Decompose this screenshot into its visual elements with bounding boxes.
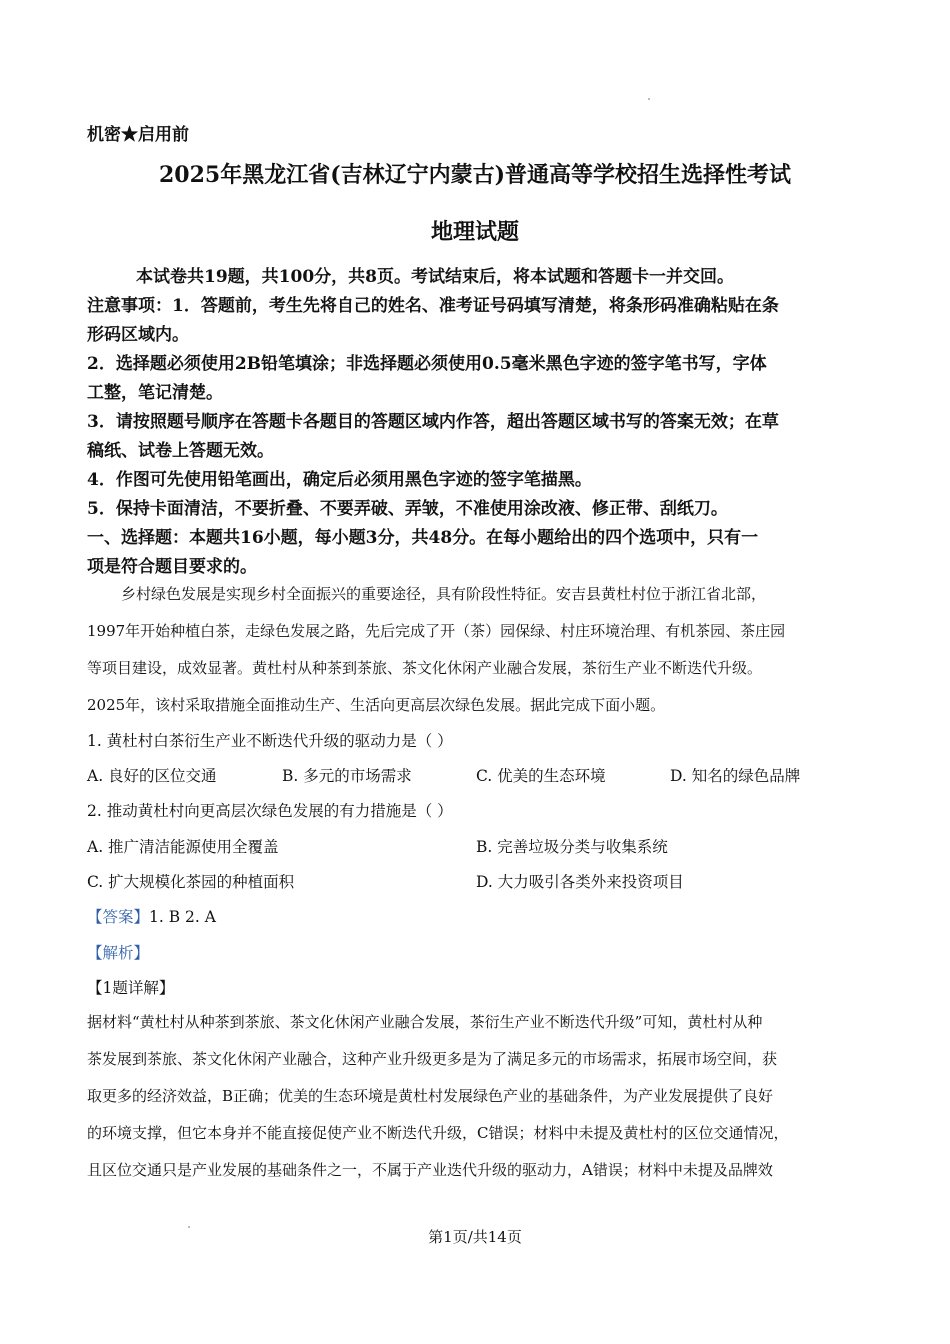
- option-c: C. 优美的生态环境: [476, 767, 606, 785]
- option-a: A. 良好的区位交通: [87, 767, 217, 785]
- section-heading: 一、选择题：本题共16小题，每小题3分，共48分。在每小题给出的四个选项中，只有一: [87, 528, 759, 548]
- analysis-line: 且区位交通只是产业发展的基础条件之一，不属于产业迭代升级的驱动力，A错误；材料中未提及品牌效: [87, 1161, 773, 1179]
- analysis-line: 的环境支撑，但它本身并不能直接促使产业不断迭代升级，C错误；材料中未提及黄杜村的区位交通情况，: [87, 1124, 789, 1142]
- answer-label: 【答案】: [87, 908, 150, 926]
- material-line: 等项目建设，成效显著。黄杜村从种茶到茶旅、茶文化休闲产业融合发展，茶衍生产业不断迭代升级。: [87, 659, 763, 677]
- analysis-label: 【解析】: [87, 944, 150, 962]
- question-stem: 1. 黄杜村白茶衍生产业不断迭代升级的驱动力是（ ）: [87, 732, 453, 750]
- notice-intro: 本试卷共19题，共100分，共8页。考试结束后，将本试题和答题卡一并交回。: [136, 267, 734, 287]
- notice-line: 2．选择题必须使用2B铅笔填涂；非选择题必须使用0.5毫米黑色字迹的签字笔书写，字体: [87, 354, 767, 374]
- analysis-line: 茶发展到茶旅、茶文化休闲产业融合，这种产业升级更多是为了满足多元的市场需求，拓展市场空间，获: [87, 1050, 778, 1068]
- notice-line: 5．保持卡面清洁，不要折叠、不要弄破、弄皱，不准使用涂改液、修正带、刮纸刀。: [87, 499, 728, 519]
- notice-line: 工整，笔记清楚。: [87, 383, 223, 403]
- confidential-label: 机密★启用前: [87, 125, 189, 145]
- answer-row: [87, 905, 216, 927]
- page-number: 第1页/共14页: [428, 1228, 522, 1246]
- analysis-line: 据材料“黄杜村从种茶到茶旅、茶文化休闲产业融合发展，茶衍生产业不断迭代升级”可知，黄杜村从种: [87, 1013, 763, 1031]
- exam-subtitle: 地理试题: [430, 219, 519, 245]
- answer-text: 1. B 2. A: [149, 908, 216, 926]
- notice-line: 3．请按照题号顺序在答题卡各题目的答题区域内作答，超出答题区域书写的答案无效；在草: [87, 412, 779, 432]
- option-b: B. 多元的市场需求: [282, 767, 412, 785]
- notice-line: 注意事项：1．答题前，考生先将自己的姓名、准考证号码填写清楚，将条形码准确粘贴在条: [87, 296, 779, 316]
- option-c: C. 扩大规模化茶园的种植面积: [87, 873, 295, 891]
- speck: [648, 98, 650, 100]
- analysis-line: 取更多的经济效益，B正确；优美的生态环境是黄杜村发展绿色产业的基础条件，为产业发展提供了良好: [87, 1087, 774, 1105]
- section-heading: 项是符合题目要求的。: [87, 557, 257, 577]
- option-a: A. 推广清洁能源使用全覆盖: [87, 838, 279, 856]
- notice-line: 稿纸、试卷上答题无效。: [87, 441, 274, 461]
- material-line: 2025年，该村采取措施全面推动生产、生活向更高层次绿色发展。据此完成下面小题。: [87, 696, 666, 714]
- question-stem: 2. 推动黄杜村向更高层次绿色发展的有力措施是（ ）: [87, 802, 453, 820]
- notice-line: 形码区域内。: [87, 325, 189, 345]
- exam-title: 2025年黑龙江省(吉林辽宁内蒙古)普通高等学校招生选择性考试: [158, 162, 792, 188]
- material-line: 乡村绿色发展是实现乡村全面振兴的重要途径，具有阶段性特征。安吉县黄杜村位于浙江省北部，: [121, 585, 767, 603]
- material-line: 1997年开始种植白茶，走绿色发展之路，先后完成了开（茶）园保绿、村庄环境治理、有机茶园、茶庄园: [87, 622, 786, 640]
- option-b: B. 完善垃圾分类与收集系统: [476, 838, 668, 856]
- option-d: D. 大力吸引各类外来投资项目: [476, 873, 684, 891]
- option-d: D. 知名的绿色品牌: [670, 767, 801, 785]
- notice-line: 4．作图可先使用铅笔画出，确定后必须用黑色字迹的签字笔描黑。: [87, 470, 592, 490]
- detail-label: 【1题详解】: [87, 979, 175, 997]
